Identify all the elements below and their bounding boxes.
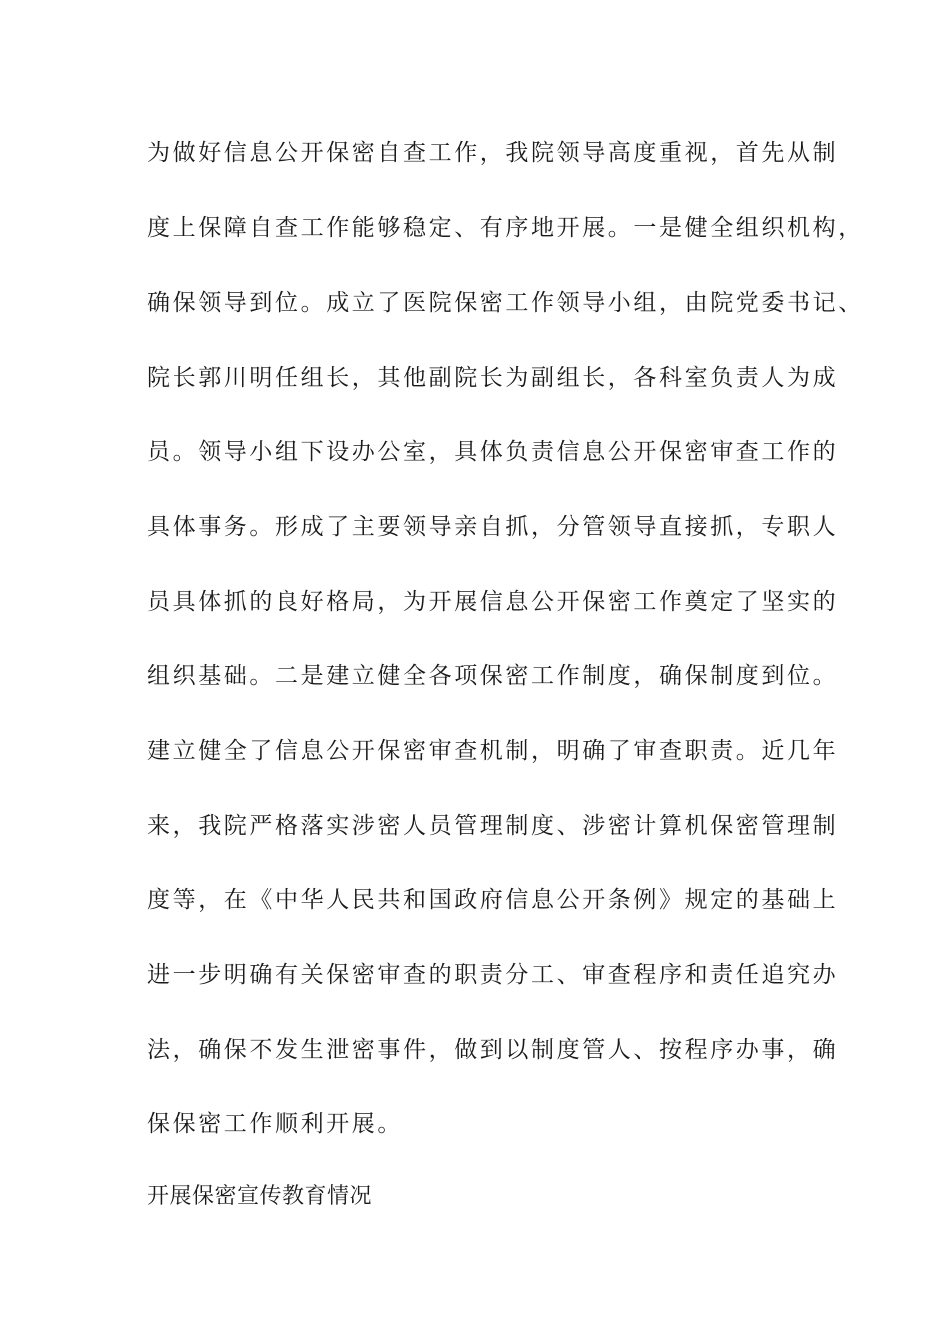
paragraph-line-1: 为做好信息公开保密自查工作，我院领导高度重视，首先从制: [147, 140, 839, 166]
paragraph-line-8: 组织基础。二是建立健全各项保密工作制度，确保制度到位。: [147, 663, 839, 689]
paragraph-line-10: 来，我院严格落实涉密人员管理制度、涉密计算机保密管理制: [147, 813, 839, 839]
paragraph-line-5: 员。领导小组下设办公室，具体负责信息公开保密审查工作的: [147, 439, 839, 465]
paragraph-line-4: 院长郭川明任组长，其他副院长为副组长，各科室负责人为成: [147, 365, 839, 391]
paragraph-line-13: 法，确保不发生泄密事件，做到以制度管人、按程序办事，确: [147, 1037, 839, 1063]
paragraph-line-9: 建立健全了信息公开保密审查机制，明确了审查职责。近几年: [147, 738, 839, 764]
paragraph-line-14: 保保密工作顺利开展。: [147, 1111, 403, 1137]
paragraph-line-2: 度上保障自查工作能够稳定、有序地开展。一是健全组织机构，: [147, 215, 864, 241]
paragraph-line-3: 确保领导到位。成立了医院保密工作领导小组，由院党委书记、: [147, 290, 864, 316]
paragraph-line-6: 具体事务。形成了主要领导亲自抓，分管领导直接抓，专职人: [147, 514, 839, 540]
paragraph-line-7: 员具体抓的良好格局，为开展信息公开保密工作奠定了坚实的: [147, 589, 839, 615]
paragraph-line-12: 进一步明确有关保密审查的职责分工、审查程序和责任追究办: [147, 962, 839, 988]
paragraph-line-11: 度等，在《中华人民共和国政府信息公开条例》规定的基础上: [147, 887, 839, 913]
section-heading: 开展保密宣传教育情况: [147, 1184, 373, 1209]
